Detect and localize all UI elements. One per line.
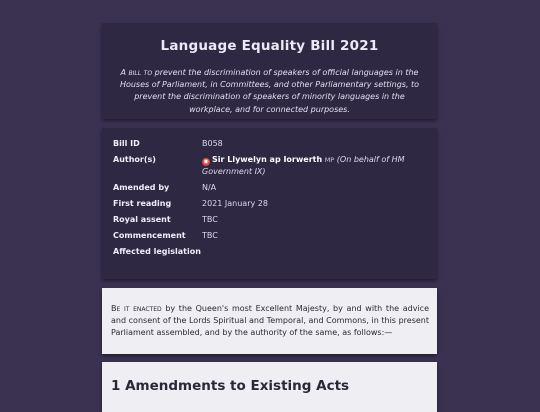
part-1-heading: 1 Amendments to Existing Acts [111,378,350,394]
bill-id-row [113,138,426,149]
first-reading-row [113,198,426,209]
commencement-value: TBC [202,231,218,240]
enacting-text: by the Queen's most Excellent Majesty, by and with the advice and consent of the Lords Spiritual and Temporal, and Commons, in this present Parliament assembled, and by the authority of the same, as follows:— [111,304,430,337]
authors-value [202,154,426,177]
first-reading-label: First reading [113,199,172,208]
bill-long-title [114,67,425,116]
bill-id-value: B058 [202,139,223,148]
royal-assent-row [113,214,426,225]
bill-header-card [102,23,437,119]
long-title-prefix: A bill to [120,68,153,77]
affected-legislation-value [202,246,426,257]
amended-by-row [113,182,426,193]
authors-label: Author(s) [113,155,156,164]
bill-id-label: Bill ID [113,139,140,148]
bill-info-card [102,128,437,279]
enacting-formula-card [102,288,437,354]
royal-assent-label: Royal assent [113,215,171,224]
bill-title: Language Equality Bill 2021 [160,38,379,54]
authors-row [113,154,426,177]
author-name[interactable]: Sir Llywelyn ap Iorwerth [212,155,323,164]
author-note: (On behalf of HM Government IX) [202,155,405,176]
author-post: MP [324,156,335,164]
commencement-label: Commencement [113,231,186,240]
amended-by-label: Amended by [113,183,170,192]
affected-legislation-label: Affected legislation [113,247,201,256]
affected-legislation-row [113,246,426,257]
first-reading-value: 2021 January 28 [202,199,268,208]
royal-assent-value: TBC [202,215,218,224]
enacting-prefix: Be it enacted [111,304,162,313]
amended-by-value: N/A [202,183,217,192]
commencement-row [113,230,426,241]
long-title-text: prevent the discrimination of speakers of official languages in the Houses of Parliament, in Committees, and other Parliamentary settings, to prevent the discrimination of speakers of minority languages in the workplace, and for connected purposes. [119,68,420,114]
welsh-flag-icon: ◉ [203,158,209,165]
